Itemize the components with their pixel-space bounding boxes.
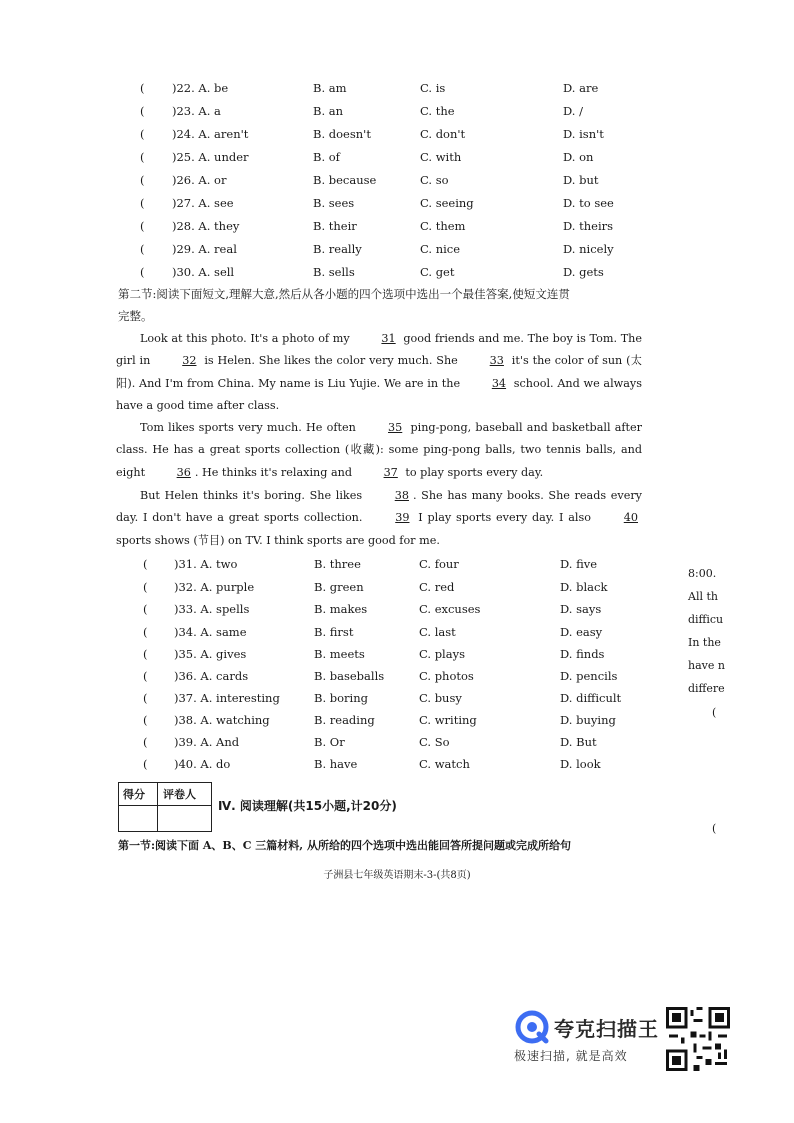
side-fragment: ( — [712, 706, 717, 719]
option-a: )34. A. same — [174, 625, 247, 639]
answer-bracket: ( — [140, 265, 145, 279]
instruction-line: 第二节:阅读下面短文,理解大意,然后从各小题的四个选项中选出一个最佳答案,使短文连贯 — [118, 287, 570, 301]
option-c: C. So — [419, 735, 450, 749]
option-d: D. gets — [563, 265, 604, 279]
option-b: B. their — [313, 219, 357, 233]
answer-bracket: ( — [140, 104, 145, 118]
blank-40: 40 — [623, 511, 638, 525]
answer-bracket: ( — [143, 647, 148, 661]
option-a: )29. A. real — [172, 242, 237, 256]
answer-bracket: ( — [140, 242, 145, 256]
blank-32: 32 — [182, 354, 197, 368]
answer-bracket: ( — [140, 219, 145, 233]
option-c: C. seeing — [420, 196, 474, 210]
section-4-title: Ⅳ. 阅读理解(共15小题,计20分) — [218, 799, 397, 813]
option-a: )35. A. gives — [174, 647, 247, 661]
option-b: B. doesn't — [313, 127, 371, 141]
side-fragment: In the — [688, 636, 721, 649]
blank-35: 35 — [388, 421, 403, 434]
answer-bracket: ( — [143, 669, 148, 683]
option-d: D. says — [560, 602, 602, 616]
side-fragment: ( — [712, 822, 717, 835]
passage-text: sports shows (节目) on TV. I think sports are good for me. — [116, 533, 440, 547]
side-fragment: difficu — [688, 613, 724, 626]
option-a: )26. A. or — [172, 173, 227, 187]
side-fragment: differe — [688, 682, 725, 695]
passage-text: is Helen. She likes the color very much. She — [200, 354, 462, 368]
option-b: B. green — [314, 580, 364, 594]
option-a: )22. A. be — [172, 81, 229, 95]
option-d: D. difficult — [560, 691, 622, 705]
passage-text: . She has many books. She reads every day. I don't have a great sports collection. — [116, 489, 642, 525]
side-fragment: All th — [688, 590, 718, 603]
option-a: )25. A. under — [172, 150, 249, 164]
option-a: )31. A. two — [174, 557, 238, 571]
option-c: C. so — [420, 173, 449, 187]
option-a: )33. A. spells — [174, 602, 250, 616]
option-b: B. have — [314, 757, 358, 771]
option-d: D. nicely — [563, 242, 614, 256]
option-d: D. black — [560, 580, 608, 594]
option-d: D. are — [563, 81, 599, 95]
passage-text: Tom likes sports very much. He often — [140, 421, 361, 434]
option-c: C. them — [420, 219, 466, 233]
option-c: C. watch — [419, 757, 470, 771]
grader-label: 评卷人 — [163, 788, 196, 801]
passage-paragraph-1 — [116, 328, 642, 417]
option-d: D. on — [563, 150, 594, 164]
option-c: C. photos — [419, 669, 474, 683]
score-box — [118, 782, 212, 832]
option-c: C. is — [420, 81, 446, 95]
passage-text: good friends and me. The boy is Tom. The girl in — [116, 332, 642, 368]
option-b: B. sees — [313, 196, 355, 210]
option-b: B. meets — [314, 647, 365, 661]
option-b: B. Or — [314, 735, 345, 749]
option-a: )36. A. cards — [174, 669, 249, 683]
answer-bracket: ( — [143, 580, 148, 594]
passage-text: school. And we always have a good time after class. — [116, 376, 642, 412]
blank-39: 39 — [395, 511, 410, 525]
option-c: C. last — [419, 625, 456, 639]
blank-31: 31 — [381, 332, 396, 345]
option-c: C. the — [420, 104, 455, 118]
option-a: )37. A. interesting — [174, 691, 280, 705]
option-a: )28. A. they — [172, 219, 240, 233]
passage-paragraph-3 — [116, 485, 642, 552]
quark-logo-icon — [514, 1009, 550, 1045]
option-b: B. of — [313, 150, 340, 164]
option-b: B. am — [313, 81, 347, 95]
option-a: )38. A. watching — [174, 713, 270, 727]
blank-38: 38 — [394, 489, 409, 502]
option-c: C. plays — [419, 647, 465, 661]
option-b: B. really — [313, 242, 362, 256]
option-b: B. reading — [314, 713, 375, 727]
instruction-line: 完整。 — [118, 309, 153, 323]
score-box-divider — [157, 783, 158, 831]
option-c: C. nice — [420, 242, 461, 256]
option-d: D. but — [563, 173, 599, 187]
option-a: )24. A. aren't — [172, 127, 249, 141]
blank-36: 36 — [176, 465, 191, 479]
option-d: D. buying — [560, 713, 616, 727]
option-d: D. finds — [560, 647, 605, 661]
answer-bracket: ( — [140, 196, 145, 210]
answer-bracket: ( — [140, 173, 145, 187]
option-b: B. first — [314, 625, 354, 639]
option-a: )23. A. a — [172, 104, 221, 118]
passage-text: . He thinks it's relaxing and — [194, 465, 356, 479]
option-c: C. red — [419, 580, 455, 594]
answer-bracket: ( — [143, 625, 148, 639]
blank-34: 34 — [491, 376, 507, 390]
option-c: C. with — [420, 150, 462, 164]
section-2-instruction — [118, 283, 643, 327]
answer-bracket: ( — [140, 127, 145, 141]
option-a: )40. A. do — [174, 757, 231, 771]
option-a: )30. A. sell — [172, 265, 235, 279]
option-c: C. excuses — [419, 602, 481, 616]
blank-33: 33 — [489, 354, 504, 368]
page-footer: 子洲县七年级英语期末-3-(共8页) — [323, 870, 471, 881]
option-b: B. an — [313, 104, 344, 118]
option-b: B. three — [314, 557, 361, 571]
option-a: )32. A. purple — [174, 580, 255, 594]
passage-text: I play sports every day. I also — [413, 511, 596, 525]
side-fragment: have n — [688, 659, 725, 672]
option-b: B. boring — [314, 691, 368, 705]
watermark-brand: 夸克扫描王 — [554, 1017, 659, 1041]
passage-paragraph-2 — [116, 417, 642, 484]
option-d: D. isn't — [563, 127, 604, 141]
option-b: B. makes — [314, 602, 368, 616]
score-label: 得分 — [123, 788, 145, 801]
side-fragment: 8:00. — [688, 567, 717, 580]
answer-bracket: ( — [143, 557, 148, 571]
option-d: D. to see — [563, 196, 614, 210]
qr-code-icon — [666, 1007, 730, 1071]
answer-bracket: ( — [143, 602, 148, 616]
passage-text: it's the color of sun (太阳). And I'm from China. My name is Liu Yujie. We are in the — [116, 354, 642, 390]
option-d: D. / — [563, 104, 583, 118]
option-a: )39. A. And — [174, 735, 240, 749]
option-c: C. writing — [419, 713, 477, 727]
watermark-slogan: 极速扫描, 就是高效 — [514, 1049, 628, 1063]
option-a: )27. A. see — [172, 196, 234, 210]
section-4-instruction: 第一节:阅读下面 A、B、C 三篇材料, 从所给的四个选项中选出能回答所提问题或完成所给句 — [118, 839, 571, 852]
blank-37: 37 — [383, 465, 398, 479]
option-b: B. because — [313, 173, 377, 187]
answer-bracket: ( — [143, 735, 148, 749]
option-b: B. baseballs — [314, 669, 385, 683]
answer-bracket: ( — [143, 691, 148, 705]
passage-text: ping-pong, baseball and basketball after class. He has a great sports collection (收藏): some ping-pong balls, two tennis balls, and eight — [116, 421, 643, 479]
option-c: C. busy — [419, 691, 462, 705]
answer-bracket: ( — [143, 713, 148, 727]
passage-text: But Helen thinks it's boring. She likes — [140, 489, 367, 502]
option-d: D. five — [560, 557, 598, 571]
passage-text: to play sports every day. — [401, 465, 544, 479]
option-d: D. look — [560, 757, 601, 771]
answer-bracket: ( — [140, 150, 145, 164]
option-d: D. theirs — [563, 219, 614, 233]
answer-bracket: ( — [140, 81, 145, 95]
answer-bracket: ( — [143, 757, 148, 771]
option-c: C. four — [419, 557, 459, 571]
option-d: D. easy — [560, 625, 603, 639]
option-c: C. get — [420, 265, 455, 279]
option-c: C. don't — [420, 127, 466, 141]
passage-text: Look at this photo. It's a photo of my — [140, 332, 354, 345]
option-d: D. pencils — [560, 669, 618, 683]
scanner-watermark — [514, 1007, 734, 1067]
option-b: B. sells — [313, 265, 355, 279]
option-d: D. But — [560, 735, 597, 749]
